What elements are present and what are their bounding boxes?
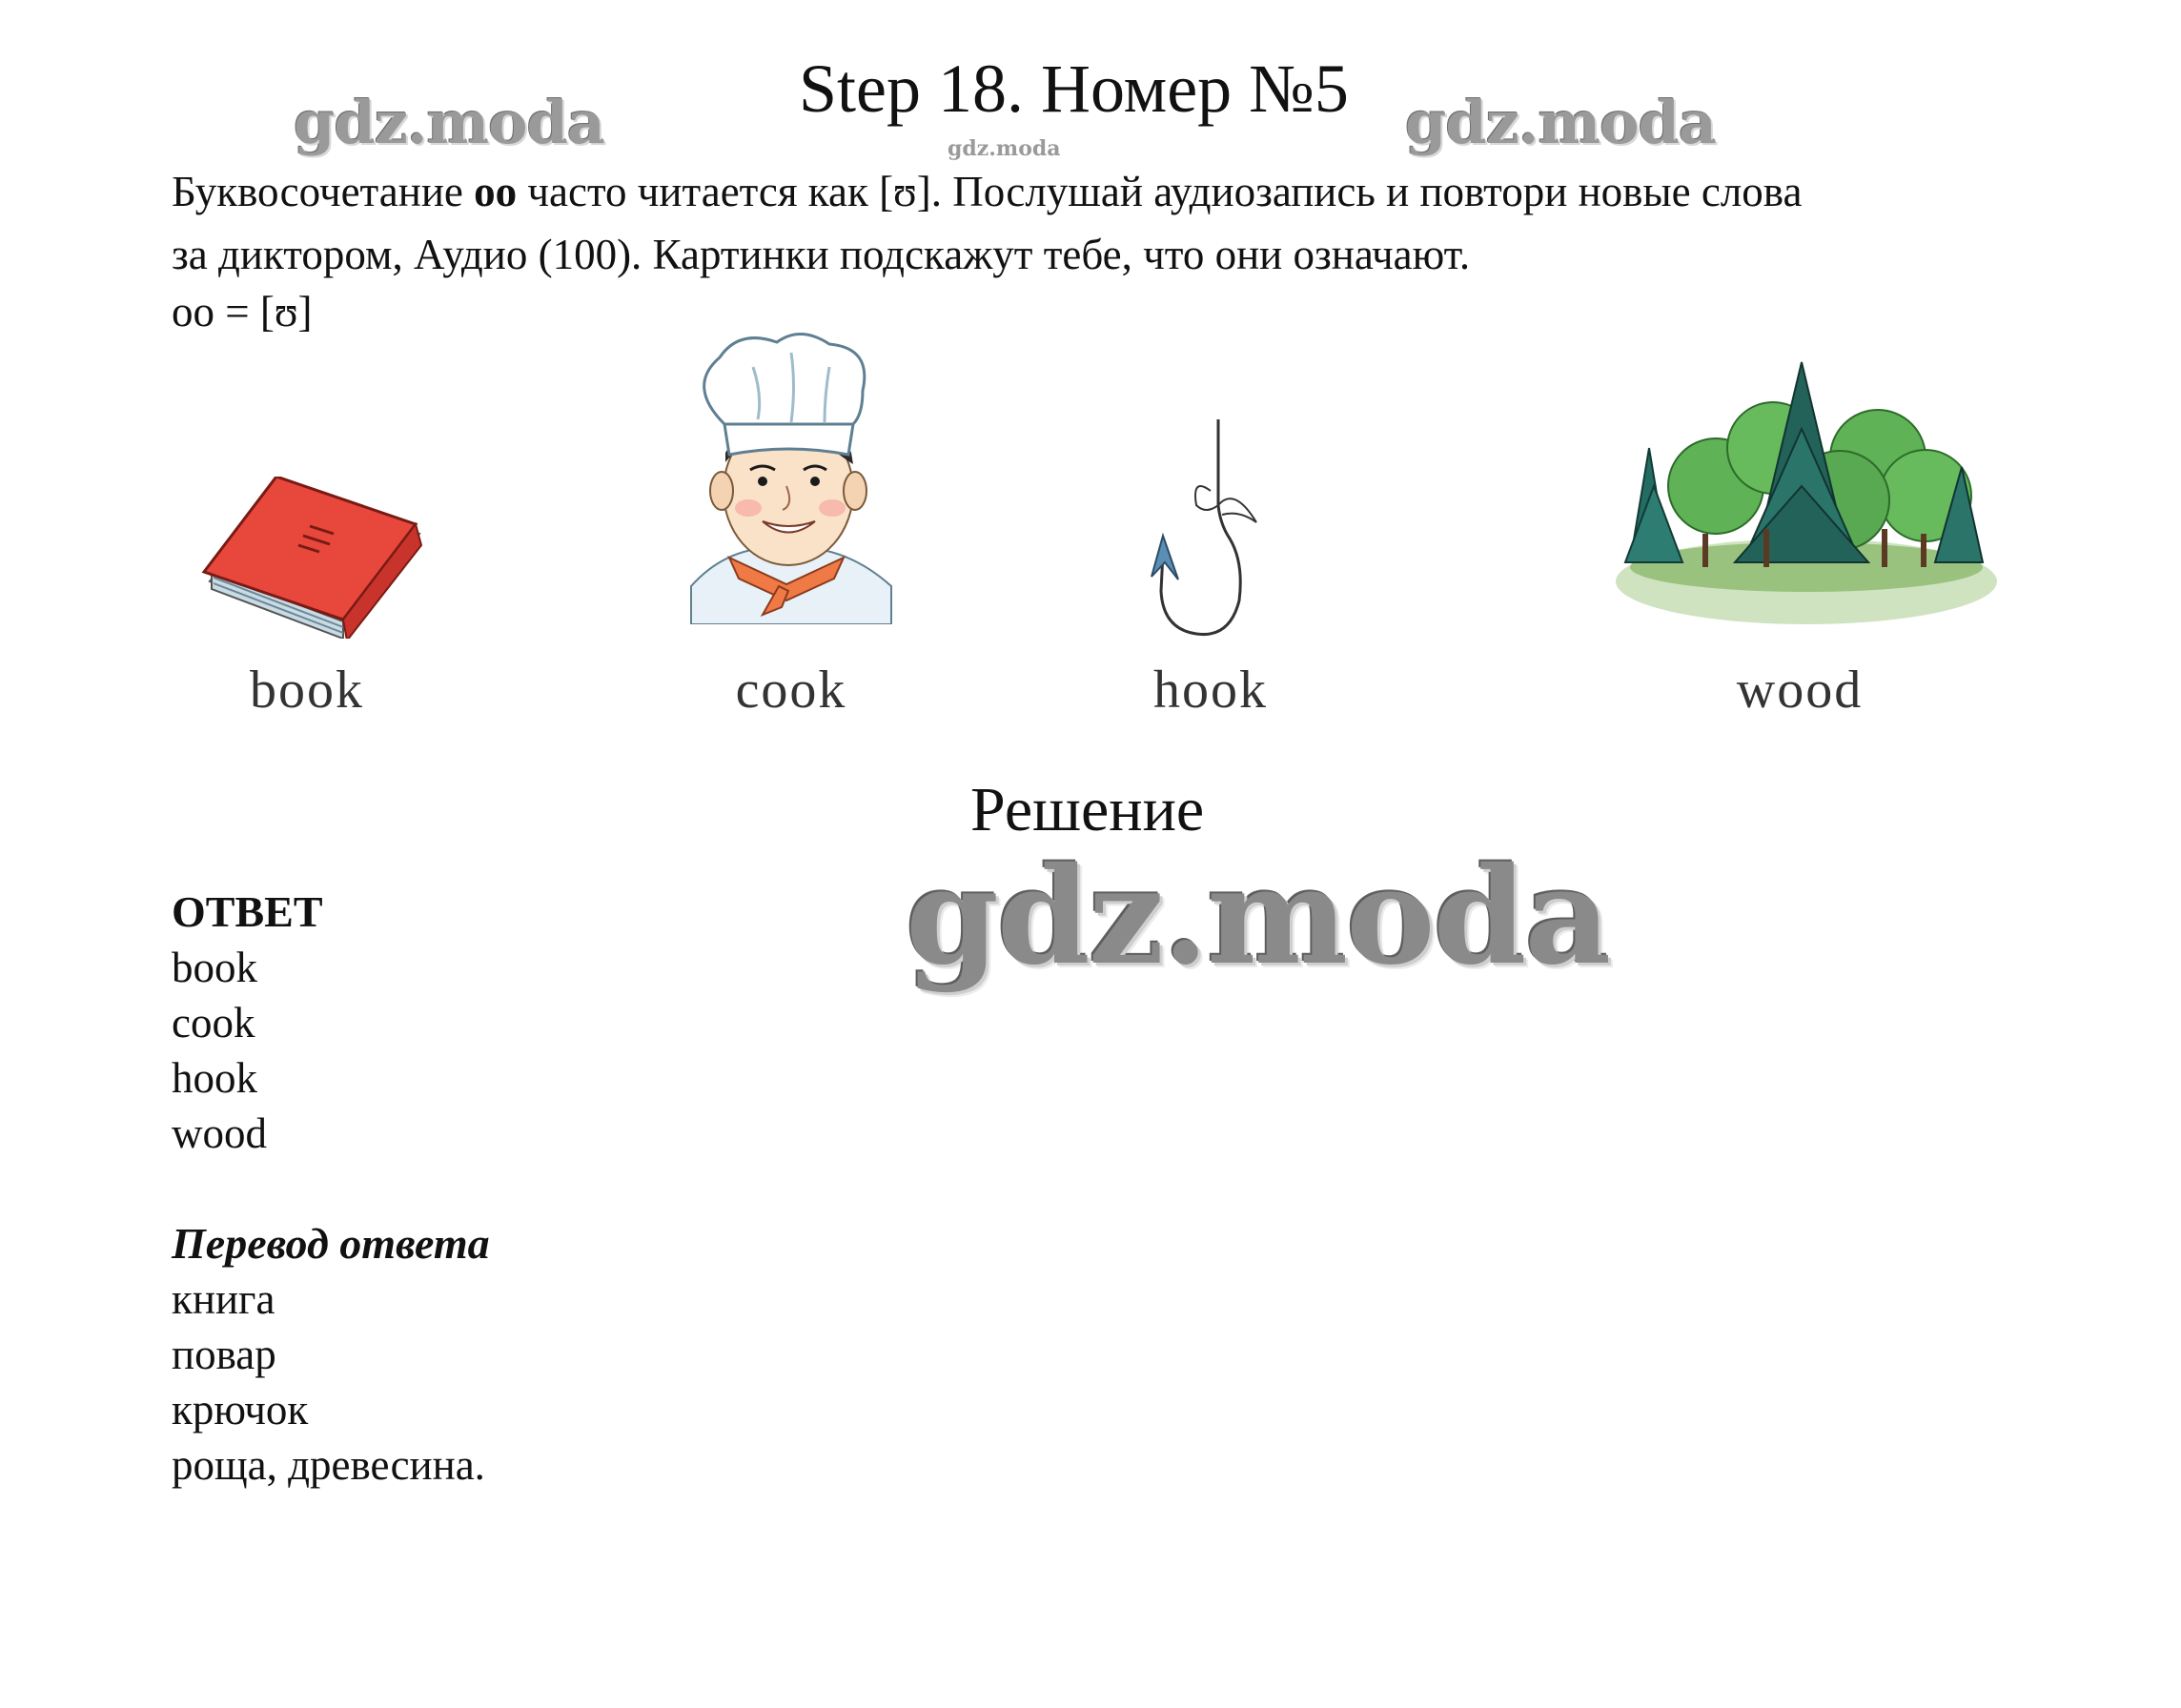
wood-icon: [1611, 343, 2002, 634]
task-line-1-bold: oo: [474, 168, 518, 215]
book-icon: [200, 477, 429, 643]
page-title: Step 18. Номер №5: [799, 51, 1349, 127]
translation-item: книга: [172, 1275, 275, 1323]
answer-item: cook: [172, 999, 255, 1047]
watermark-small: gdz.moda: [948, 136, 1061, 161]
task-line-1-start: Буквосочетание: [172, 168, 475, 215]
translation-section: [172, 1216, 490, 1493]
picture-label-book: book: [250, 661, 364, 720]
task-line-3: oo = [ʊ]: [172, 288, 313, 336]
answer-item: wood: [172, 1109, 267, 1157]
watermark-center: gdz.moda: [906, 839, 1610, 995]
answer-item: book: [172, 944, 257, 991]
translation-item: роща, древесина.: [172, 1441, 485, 1489]
picture-label-hook: hook: [1153, 661, 1268, 720]
translation-heading: Перевод ответа: [172, 1219, 490, 1268]
task-line-1: [172, 160, 1802, 223]
answer-item: hook: [172, 1054, 257, 1102]
answer-heading: ОТВЕТ: [172, 887, 323, 936]
translation-item: повар: [172, 1331, 276, 1378]
translation-item: крючок: [172, 1386, 309, 1434]
picture-label-cook: cook: [735, 661, 847, 720]
solution-heading: Решение: [970, 775, 1205, 844]
answer-section: [172, 884, 323, 1161]
watermark-right: gdz.moda: [1405, 88, 1716, 157]
hook-icon: [1144, 419, 1277, 653]
watermark-left: gdz.moda: [294, 88, 604, 157]
cook-icon: [672, 329, 901, 629]
task-line-2: за диктором, Аудио (100). Картинки подскажут тебе, что они означают.: [172, 231, 1471, 278]
task-line-1-end: часто читается как [ʊ]. Послушай аудиозапись и повтори новые слова: [517, 168, 1803, 215]
picture-label-wood: wood: [1736, 661, 1864, 720]
